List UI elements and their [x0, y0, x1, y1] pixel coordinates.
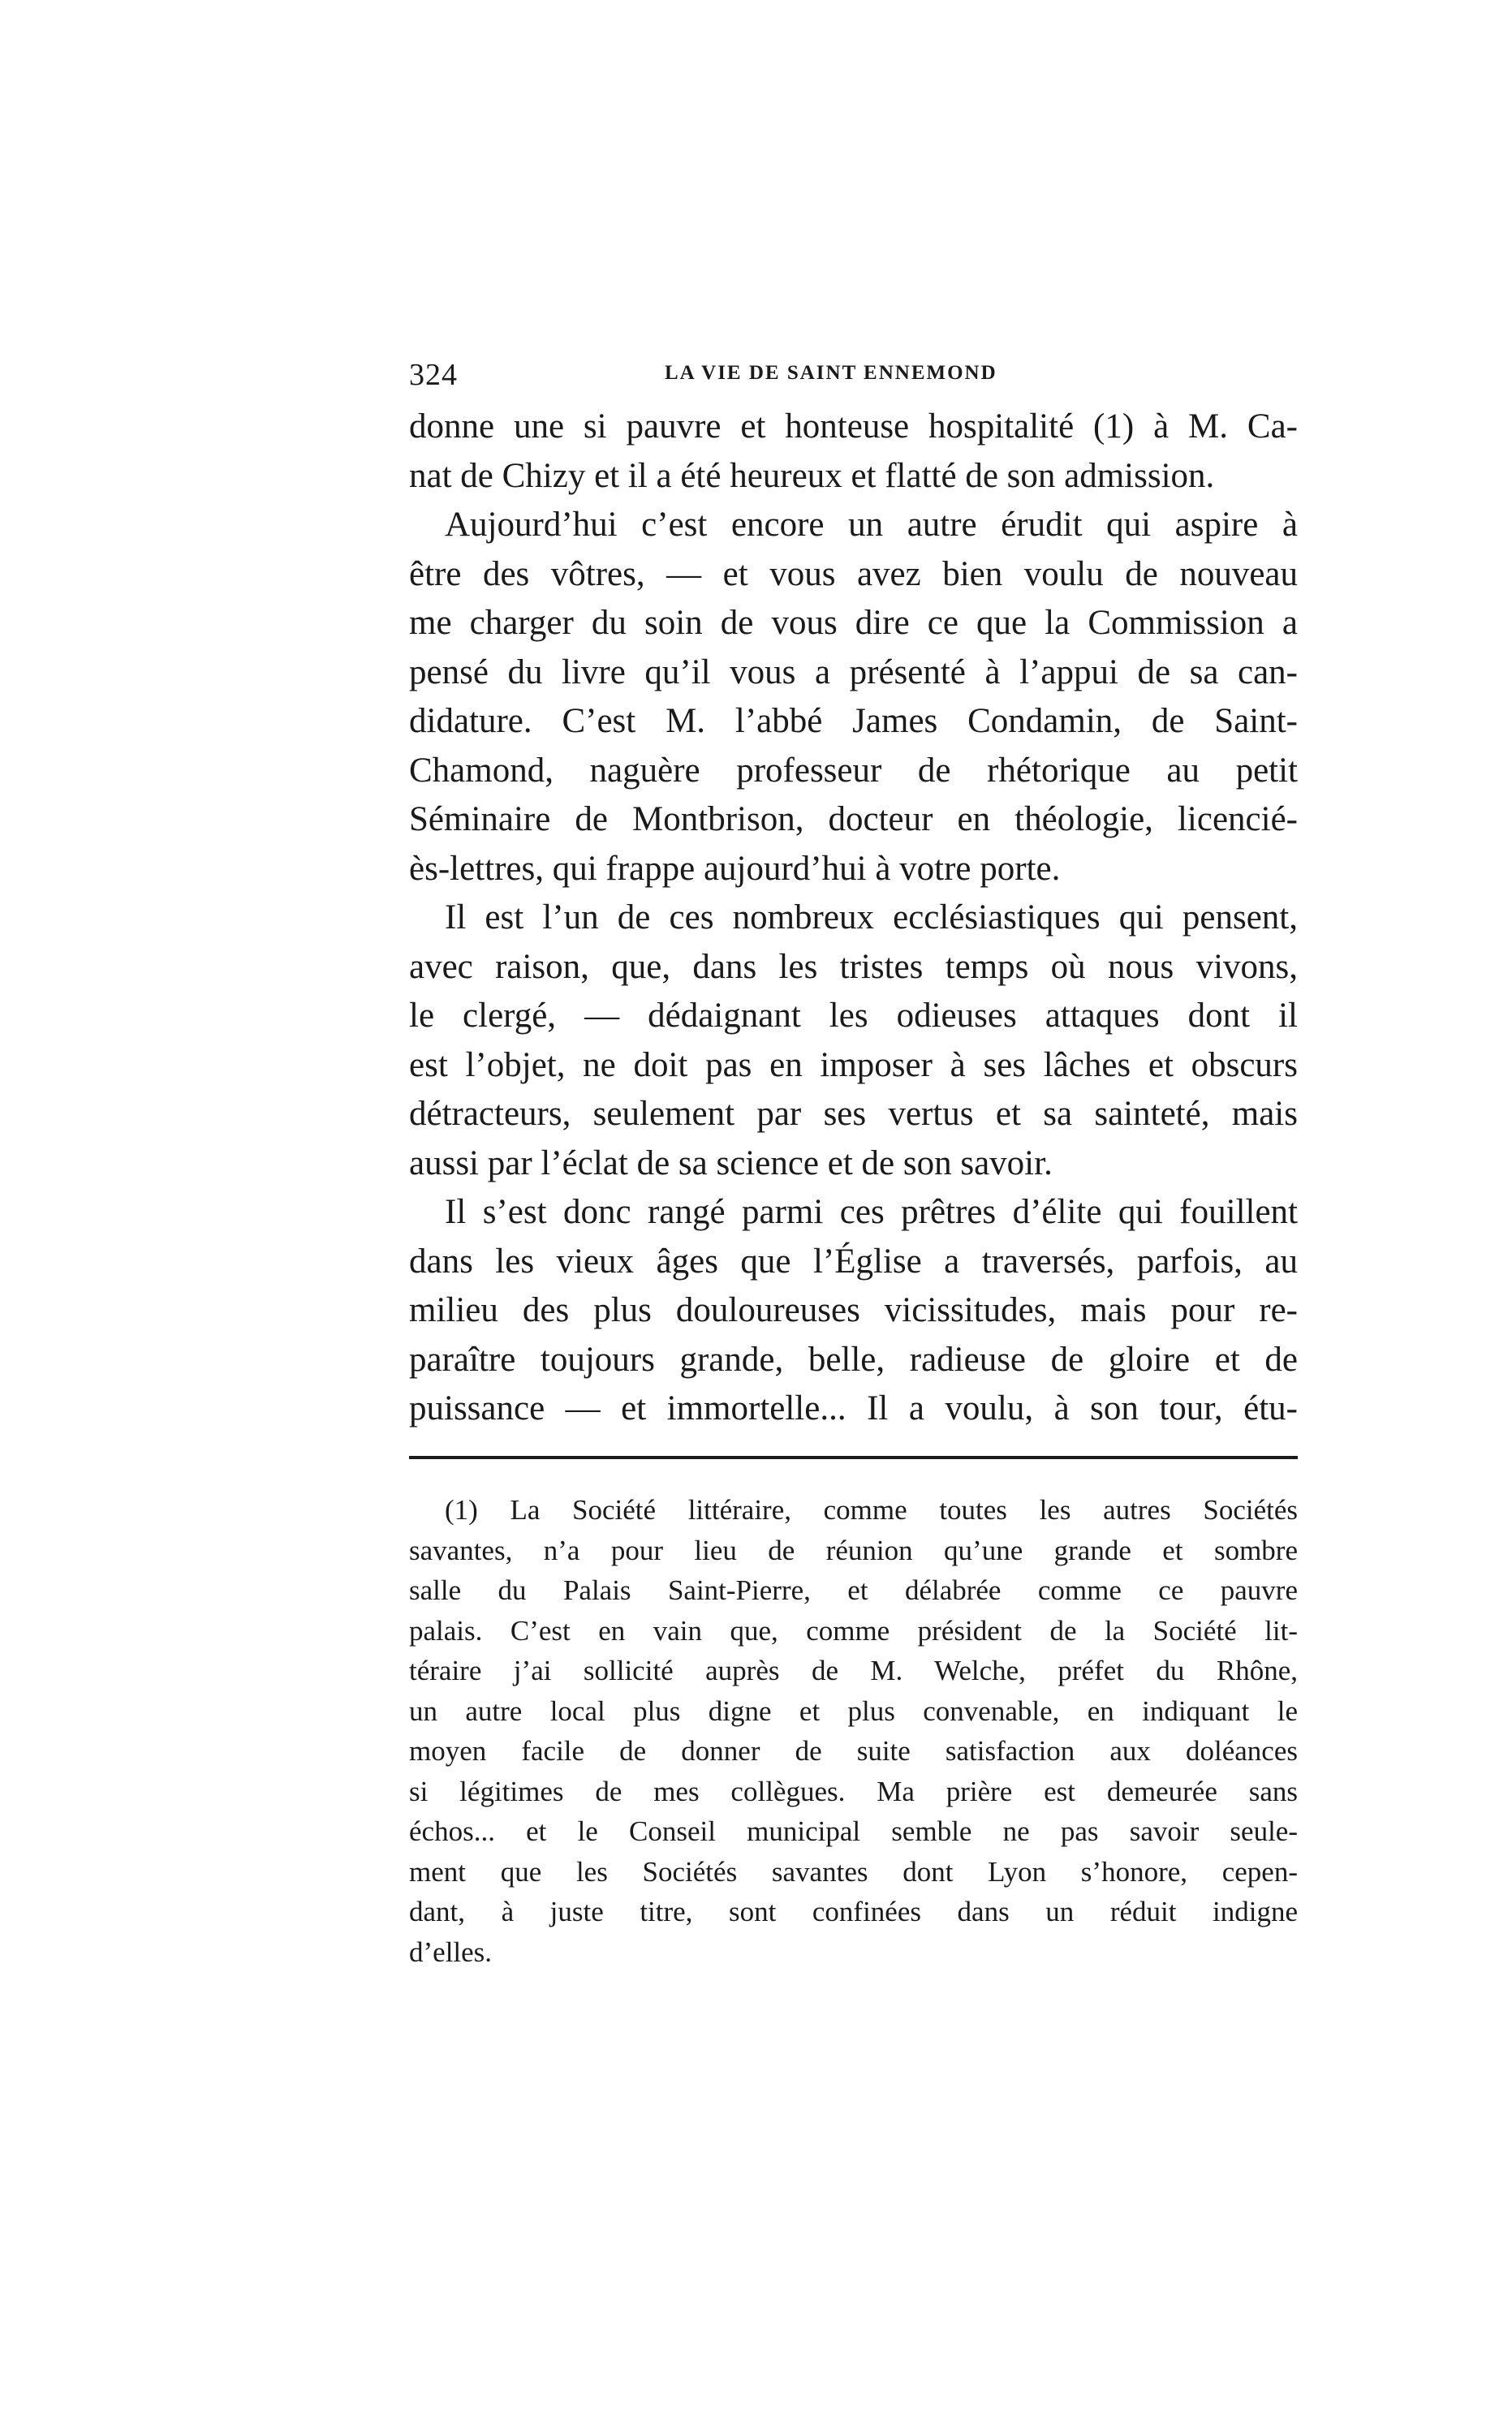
text-line: est l’objet, ne doit pas en imposer à ses lâches et obscurs [409, 1045, 1298, 1084]
text-line: le clergé, — dédaignant les odieuses attaques dont il [409, 997, 1298, 1035]
text-line: aussi par l’éclat de sa science et de son savoir. [409, 1143, 1053, 1182]
footnote-line: si légitimes de mes collègues. Ma prière est demeurée sans [409, 1775, 1298, 1807]
text-line: Il s’est donc rangé parmi ces prêtres d’élite qui fouillent [445, 1193, 1298, 1231]
footnote [409, 1490, 1298, 1972]
text-line: Séminaire de Montbrison, docteur en théologie, licencié- [409, 800, 1298, 838]
text-line: puissance — et immortelle... Il a voulu, à son tour, étu- [409, 1389, 1298, 1427]
text-line: dans les vieux âges que l’Église a traversés, parfois, au [409, 1242, 1298, 1281]
text-line: me charger du soin de vous dire ce que la Commission a [409, 604, 1298, 642]
text-line: Chamond, naguère professeur de rhétorique au petit [409, 751, 1298, 790]
page-number: 324 [409, 358, 458, 392]
footnote-line: un autre local plus digne et plus convenable, en indiquant le [409, 1694, 1298, 1727]
page-header [409, 357, 1302, 398]
footnote-line: palais. C’est en vain que, comme président de la Société lit- [409, 1614, 1298, 1647]
text-line: Aujourd’hui c’est encore un autre érudit qui aspire à [445, 506, 1298, 544]
footnote-line: téraire j’ai sollicité auprès de M. Welche, préfet du Rhône, [409, 1655, 1298, 1686]
footnote-line: salle du Palais Saint-Pierre, et délabrée comme ce pauvre [409, 1574, 1298, 1606]
main-text [409, 403, 1298, 1434]
footnote-divider [409, 1456, 1298, 1459]
footnote-line: ment que les Sociétés savantes dont Lyon s’honore, cepen- [409, 1855, 1298, 1888]
footnote-line: d’elles. [409, 1936, 493, 1968]
running-title: LA VIE DE SAINT ENNEMOND [665, 362, 997, 384]
text-line: pensé du livre qu’il vous a présenté à l’appui de sa can- [409, 652, 1298, 691]
text-line: didature. C’est M. l’abbé James Condamin, de Saint- [409, 702, 1298, 740]
footnote-line: (1) La Société littéraire, comme toutes les autres Sociétés [445, 1494, 1298, 1526]
footnote-line: moyen facile de donner de suite satisfaction aux doléances [409, 1735, 1298, 1767]
text-line: ès-lettres, qui frappe aujourd’hui à votre porte. [409, 849, 1061, 888]
text-line: avec raison, que, dans les tristes temps où nous vivons, [409, 947, 1298, 986]
footnote-line: dant, à juste titre, sont confinées dans un réduit indigne [409, 1896, 1298, 1927]
text-line: détracteurs, seulement par ses vertus et sa sainteté, mais [409, 1095, 1298, 1133]
footnote-line: échos... et le Conseil municipal semble ne pas savoir seule- [409, 1815, 1298, 1847]
text-line: donne une si pauvre et honteuse hospitalité (1) à M. Ca- [409, 407, 1298, 446]
text-line: milieu des plus douloureuses vicissitudes, mais pour re- [409, 1291, 1298, 1329]
text-line: être des vôtres, — et vous avez bien voulu de nouveau [409, 554, 1298, 593]
text-line: Il est l’un de ces nombreux ecclésiastiques qui pensent, [445, 898, 1298, 937]
text-line: paraître toujours grande, belle, radieuse de gloire et de [409, 1340, 1298, 1379]
footnote-line: savantes, n’a pour lieu de réunion qu’une grande et sombre [409, 1534, 1298, 1566]
text-line: nat de Chizy et il a été heureux et flatté de son admission. [409, 456, 1215, 495]
